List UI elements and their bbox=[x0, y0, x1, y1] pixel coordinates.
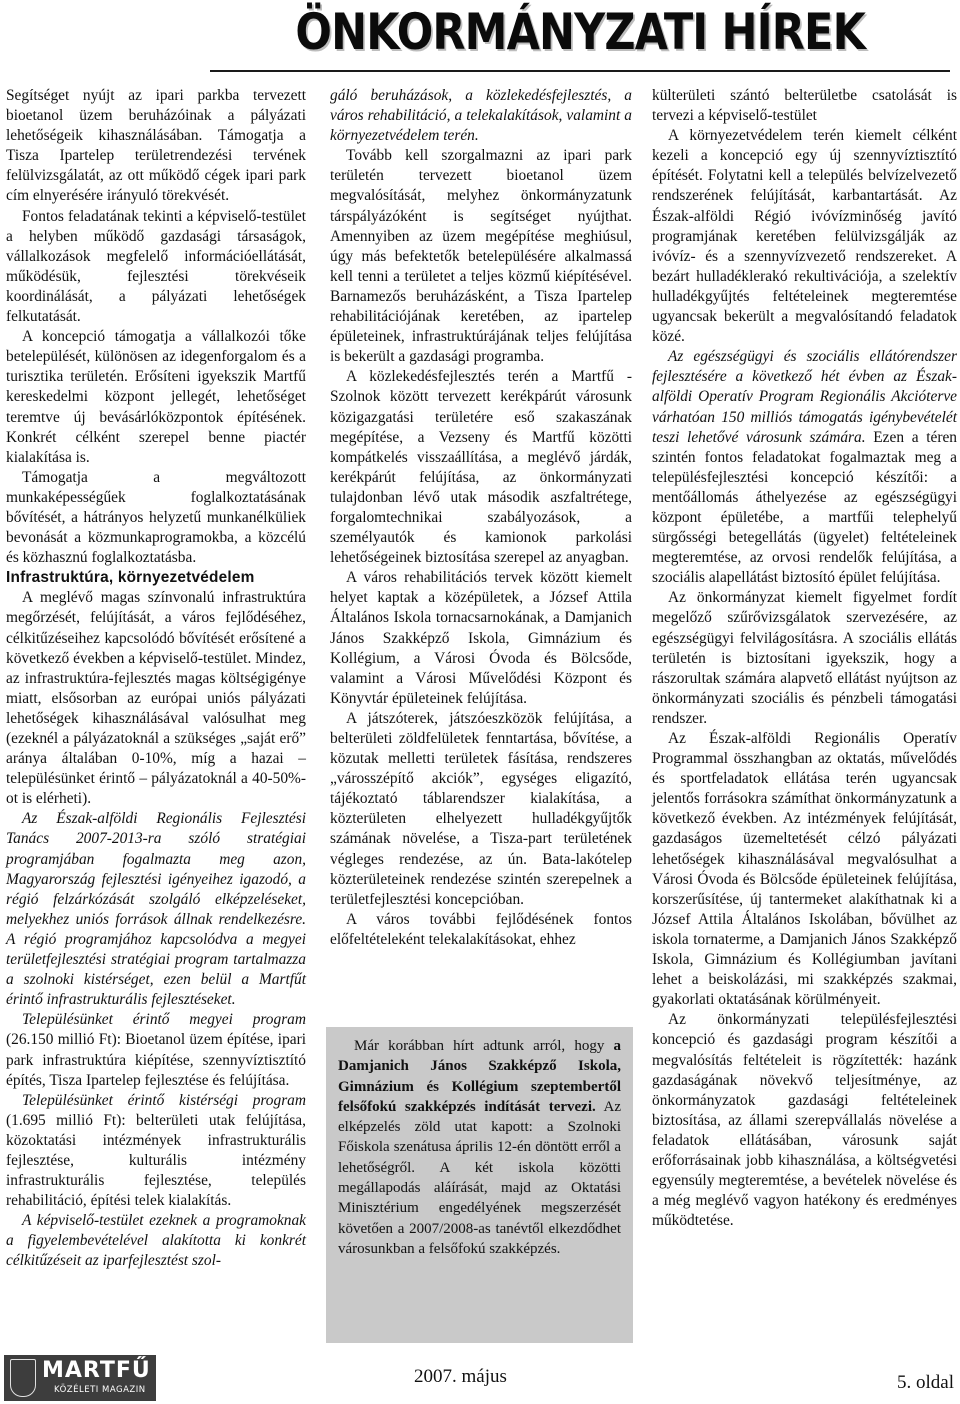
crest-icon bbox=[10, 1359, 36, 1397]
italic-paragraph: A képviselő-testület ezeknek a programoknak a figyelembevételével alakította ki konkrét célkitűzéseit az iparfejlesztést szol- bbox=[6, 1212, 306, 1270]
paragraph-text: (26.150 millió Ft): Bioetanol üzem építése, ipari park infrastruktúra kiépítése, szennyvíztisztító építés, Tisza Ipartelep fejlesztése és felújítása. bbox=[6, 1031, 306, 1089]
paragraph: Tovább kell szorgalmazni az ipari park területén tervezett bioetanol üzem megvalósítását, melyhez önkormányzatunk társpályázóként is segítséget nyújthat. Amennyiben az üzem megépítése meghiúsul, úgy más befektetők betelepülésére alkalmassá kell tenni a területet a teljes közmű kiépítésével. Barnamezős beruházásként, a Tisza Ipartelep rehabilitációjának keretében, az ipartelep épületeinek, infrastruktúrájának teljes felújítása is bekerült a gazdasági programba. bbox=[330, 147, 632, 366]
paragraph: A város további fejlődésének fontos előfeltételeként telekalakításokat, ehhez bbox=[330, 910, 632, 948]
paragraph: Az önkormányzati településfejlesztési koncepció és gazdasági program készítői a megvalósítás feltételeit is rögzítették: hazánk gazdaságának növekvő teljesítménye, az önkormányzatok gazdasági feltételeinek biztosítása, az állami szerepvállalás növelése a feladatok ellátásában, városunk saját erőforrásainak jobb kihasználása, a költségvetési egyensúly megteremtése, a bevételek növelése és a még meglévő vagyon hatékony és eredményes működtetése. bbox=[652, 1011, 957, 1230]
section-heading: Infrastruktúra, környezetvédelem bbox=[6, 569, 255, 587]
article-column-3 bbox=[652, 86, 957, 1231]
news-box-text bbox=[338, 1036, 621, 1259]
paragraph bbox=[6, 1010, 306, 1090]
article-column-2 bbox=[330, 86, 632, 950]
paragraph: A koncepció támogatja a vállalkozói tőke betelepülését, különösen az idegenforgalom és a turisztika területén. Erősíteni igyekszik Martfű kereskedelmi központ jellegét, lehetőséget teremtve új bevásárlóközpontok építésének. Konkrét célként szerepel benne piactér kialakítása is. bbox=[6, 328, 306, 466]
italic-paragraph: Az Észak-alföldi Regionális Fejlesztési Tanács 2007-2013-ra szóló stratégiai programjában fogalmazta meg azon, Magyarország fejlesztési igényeihez igazodó, a régió felzárkózását szolgáló elképzeléseket, melyekhez uniós források állnak rendelkezésre. A régió programjához kapcsolódva a megyei területfejlesztési stratégiai program tartalmazza a szolnoki kistérséget, ezen belül a Martfűt érintő infrastrukturális fejlesztéseket. bbox=[6, 810, 306, 1009]
paragraph-text: Ezen a téren szintén fontos feladatokat fogalmaztak meg a településfejlesztési koncepció készítői: a mentőállomás áthelyezése az egészségügyi központ épületébe, a martfűi telephelyű sürgősségi betegellátás (ügyelet) feltételeinek megteremtése, az orvosi rendelők felújítása, a szociális alapellátást biztosító épület felújítása. bbox=[652, 428, 957, 587]
masthead bbox=[210, 2, 950, 64]
italic-lead: Az egészségügyi és szociális ellátórendszer fejlesztésére a következő hét évben az Észak-alföldi Operatív Program Regionális Akcióterve várhatóan 150 milliós támogatás igénybevételét teszi lehetővé városunk számára. bbox=[652, 348, 957, 446]
issue-date: 2007. május bbox=[414, 1366, 507, 1387]
paragraph bbox=[6, 1091, 306, 1212]
paragraph: Az Észak-alföldi Regionális Operatív Programmal összhangban az oktatás, művelődés és sportfeladatok ellátása terén ugyancsak jelentős forrásokra számíthat önkormányzatunk a következő években. Az intézmények felújítását, gazdaságos üzemeltetését célzó pályázati lehetőségek kihasználásával megvalósulhat a Városi Óvoda és Bölcsőde épületeinek felújítása, korszerűsítése, új tantermeket alakíthatnak ki a József Attila Általános Iskolában, bővülhet az iskola tornaterme, a Damjanich János Szakképző Iskola, Gimnázium és Kollégiumban javítani lehet a beiskolázási, mi szakképzés szakmai, gyakorlati oktatásának körülményeit. bbox=[652, 730, 957, 1009]
news-box bbox=[326, 1027, 633, 1343]
news-box-highlight: a Damjanich János Szakképző Iskola, Gimnázium és Kollégium szeptembertől felsőfokú szakképzés indítását tervezi. bbox=[338, 1038, 621, 1115]
logo-name: MARTFŰ bbox=[42, 1358, 151, 1383]
italic-paragraph: gáló beruházások, a közlekedésfejlesztés, a város rehabilitáció, a telekalakítások, valamint a környezetvédelem terén. bbox=[330, 87, 632, 145]
paragraph-text: (1.695 millió Ft): belterületi utak felújítása, közoktatási intézmények infrastrukturális fejlesztése, kulturális intézmény infrastrukturális fejlesztése, település rehabilitáció, építési telek kialakítás. bbox=[6, 1111, 306, 1210]
italic-lead: Településünket érintő kistérségi program bbox=[22, 1091, 306, 1109]
news-box-body: Az elképzelés zöld utat kapott: a Szolnoki Főiskola szenátusa április 12-én döntött erről a lehetőségről. A két iskola közötti megállapodás aláírását, majd az Oktatási Minisztérium engedélyének megszerzését követően a 2007/2008-as tanévtől elkezdődhet városunkban a felsőfokú szakképzés. bbox=[338, 1098, 621, 1257]
masthead-title: ÖNKORMÁNYZATI HÍREK bbox=[295, 3, 865, 61]
news-box-lead: Már korábban hírt adtunk arról, hogy bbox=[354, 1038, 614, 1054]
logo-subtitle: KÖZÉLETI MAGAZIN bbox=[54, 1385, 146, 1395]
paragraph: Fontos feladatának tekinti a képviselő-testület a helyben működő gazdasági társaságok, vállalkozások megfelelő információellátását, működésük, fejlesztési törekvéseik koordinálását, a pályázati lehetőségek felkutatását. bbox=[6, 207, 306, 326]
paragraph: A közlekedésfejlesztés terén a Martfű - Szolnok között tervezett kerékpárút városunk közigazgatási területére eső szakaszának megépítése, a Vezseny és Martfű közötti kompátkelés visszaállítása, a meglévő járdák, kerékpárút felújítása, az önkormányzati tulajdonban lévő utak második aszfaltrétege, forgalomtechnikai szabályozások, a személyautók és kamionok parkolási lehetőségeinek biztosítása szerepel az anyagban. bbox=[330, 368, 632, 567]
magazine-logo bbox=[4, 1355, 156, 1401]
paragraph: A környezetvédelem terén kiemelt célként kezeli a koncepció egy új szennyvíztisztító építését. Folytatni kell a település belvízelvezető rendszerének felújítását, karbantartását. Az Észak-alföldi Régió ivóvízminőség javító programjának keretében felülvizsgálják az ivóvíz- és a szennyvízvezető rendszereket. A bezárt hulladéklerakó rekultivációja, a szelektív hulladékgyűjtés feltételeinek megteremtése ugyancsak bekerült a megvalósítandó feladatok közé. bbox=[652, 127, 957, 346]
paragraph: Támogatja a megváltozott munkaképességűek foglalkoztatásának bővítését, a hátrányos helyzetű munkanélküliek bevonását a közmunkaprogramokba, a közcélú és közhasznú foglalkoztatásba. bbox=[6, 468, 306, 567]
italic-lead: Településünket érintő megyei program bbox=[22, 1011, 306, 1029]
paragraph: A meglévő magas színvonalú infrastruktúra megőrzését, felújítását, a város fejlődéséhez, célkitűzéseihez kapcsolódó bővítését erősítené a következő években a képviselő-testület. Mindez, az infrastruktúra-fejlesztés magas költségigénye miatt, elsősorban az európai uniós pályázati lehetőségek kihasználásával valósulhat meg (ezeknél a pályázatoknál a szükséges „saját erő” aránya általában 0-10%, míg a hazai – településünket érintő – pályázatoknál a 40-50%-ot is elérheti). bbox=[6, 589, 307, 808]
page-number: 5. oldal bbox=[897, 1372, 954, 1393]
paragraph: külterületi szántó belterületbe csatolását is tervezi a képviselő-testület bbox=[652, 87, 957, 125]
paragraph: Az önkormányzat kiemelt figyelmet fordít megelőző szűrővizsgálatok szervezésére, az egészségügyi felvilágosításra. A szociális ellátás területén is biztosítani igyekszik, hogy a rászorultak számára alapvető ellátást nyújtson az önkormányzati szociális és pénzbeli támogatási rendszer. bbox=[652, 589, 957, 727]
paragraph bbox=[652, 347, 957, 588]
paragraph: A város rehabilitációs tervek között kiemelt helyet kaptak a középületek, a József Attila Általános Iskola tornacsarnokának, a Damjanich János Szakképző Iskola, Gimnázium és Kollégium, a Városi Óvoda és Bölcsőde, valamint a Városi Művelődési Központ és Könyvtár épületeinek felújítása. bbox=[330, 569, 632, 707]
paragraph: A játszóterek, játszóeszközök felújítása, a belterületi zöldfelületek fenntartása, bővítése, a közutak melletti területek fásítása, rendszeres „városszépítő akciók”, egységes eligazító, tájékoztató táblarendszer kialakítása, a közterületen elhelyezett hulladékgyűjtők számának növelése, a Tisza-part területének végleges rendezése, az ún. Bata-lakótelep közterületeinek rendezése szintén szerepelnek a területfejlesztési koncepcióban. bbox=[330, 709, 632, 908]
masthead-rule bbox=[210, 70, 950, 72]
paragraph: Segítséget nyújt az ipari parkba tervezett bioetanol üzem beruházóinak a pályázati lehetőségeik kihasználásában. Támogatja a Tisza Ipartelep területrendezési tervének felülvizsgálatát, az ott működő cégek ipari park cím elnyerésére irányuló törekvését. bbox=[6, 87, 306, 205]
article-column-1 bbox=[6, 86, 306, 1272]
